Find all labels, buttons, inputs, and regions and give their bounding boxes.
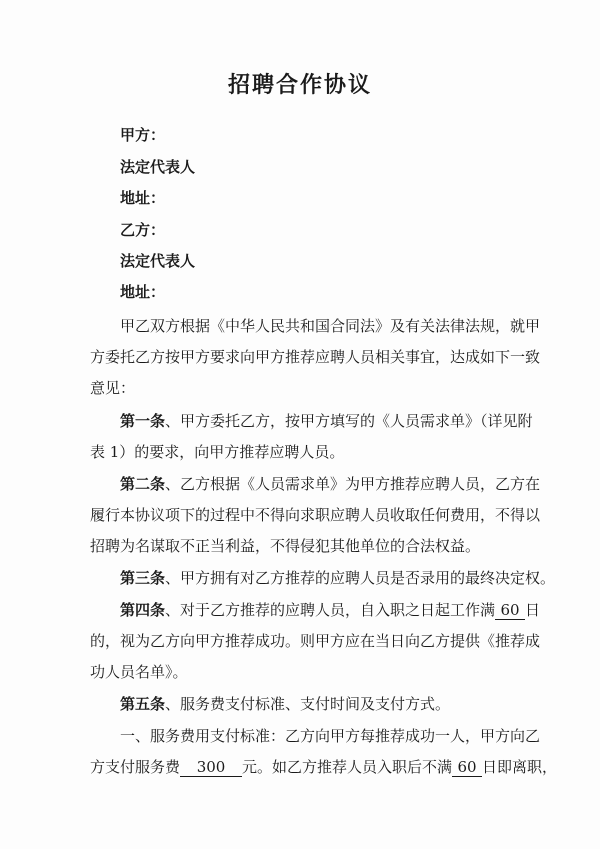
article-5-text-1: 、服务费支付标准、支付时间及支付方式。	[165, 695, 451, 713]
article-4-heading: 第四条	[120, 601, 166, 619]
article-2-line-2: 履行本协议项下的过程中不得向求职应聘人员收取任何费用，不得以	[90, 506, 541, 524]
article-4-days-blank: 60	[495, 603, 525, 620]
article-4-line-1	[120, 603, 540, 620]
article-2-line-1	[120, 477, 540, 492]
legal-rep-a-label: 法定代表人	[120, 158, 196, 176]
address-b-label: 地址：	[120, 283, 166, 301]
intro-line-2: 方委托乙方按甲方要求向甲方推荐应聘人员相关事宜，达成如下一致	[90, 348, 541, 366]
fee-amount-blank: 300	[180, 760, 242, 777]
article-5-line-1	[120, 697, 450, 712]
article-2-text-1: 、乙方根据《人员需求单》为甲方推荐应聘人员，乙方在	[165, 475, 541, 493]
party-a-label: 甲方：	[120, 126, 166, 144]
legal-rep-b-label: 法定代表人	[120, 252, 196, 270]
article-5-heading: 第五条	[120, 695, 166, 713]
article-1-heading: 第一条	[120, 412, 166, 430]
fee-line-1: 一、服务费用支付标准：乙方向甲方每推荐成功一人，甲方向乙	[120, 727, 541, 745]
article-2-heading: 第二条	[120, 475, 166, 493]
fee-line-2	[90, 758, 558, 777]
article-3-line-1	[120, 571, 555, 586]
article-4-line-2: 的，视为乙方向甲方推荐成功。则甲方应在当日向乙方提供《推荐成	[90, 632, 541, 650]
article-1-line-2: 表 1）的要求，向甲方推荐应聘人员。	[90, 443, 345, 461]
article-2-line-3: 招聘为名谋取不正当利益，不得侵犯其他单位的合法权益。	[90, 537, 481, 555]
article-3-text-1: 、甲方拥有对乙方推荐的应聘人员是否录用的最终决定权。	[165, 569, 556, 587]
article-1-text-1: 、甲方委托乙方，按甲方填写的《人员需求单》（详见附	[165, 412, 533, 430]
article-4-text-1b: 日	[525, 601, 541, 619]
fee-text-2a: 方支付服务费	[90, 758, 181, 776]
document-title: 招聘合作协议	[227, 72, 372, 98]
party-b-label: 乙方：	[120, 221, 166, 239]
address-a-label: 地址：	[120, 189, 166, 207]
article-4-line-3: 功人员名单》。	[90, 663, 188, 681]
intro-line-1: 甲乙双方根据《中华人民共和国合同法》及有关法律法规，就甲	[120, 317, 541, 335]
intro-line-3: 意见：	[90, 379, 136, 397]
fee-text-2b: 元。如乙方推荐人员入职后不满	[242, 758, 453, 776]
fee-days-blank: 60	[452, 760, 482, 777]
fee-text-2c: 日即离职，	[482, 758, 558, 776]
article-1-line-1	[120, 414, 533, 429]
article-4-text-1a: 、对于乙方推荐的应聘人员，自入职之日起工作满	[165, 601, 496, 619]
article-3-heading: 第三条	[120, 569, 166, 587]
